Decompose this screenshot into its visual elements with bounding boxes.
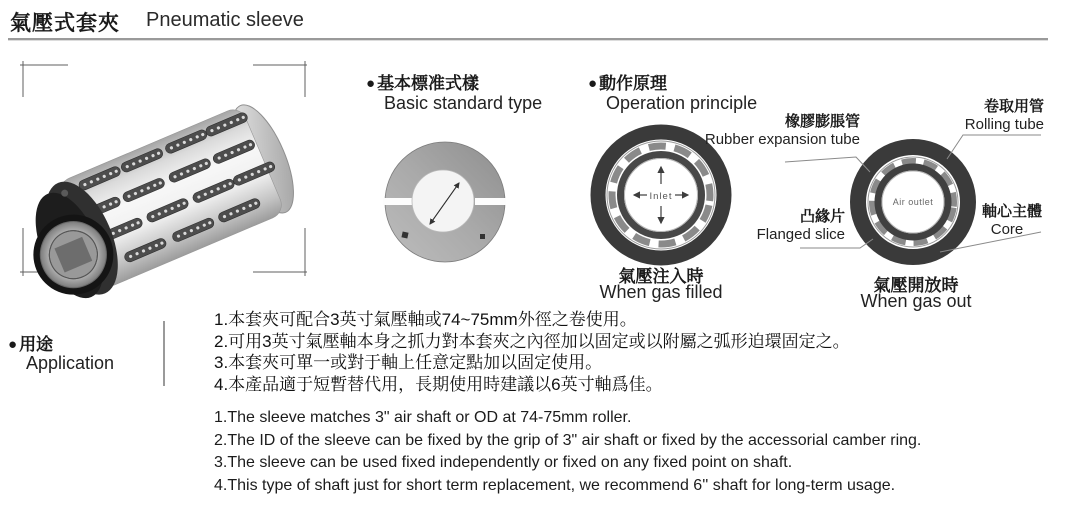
key-mark-right <box>480 234 485 239</box>
pneumatic-sleeve-image <box>8 97 307 304</box>
application-section-title-en: Application <box>26 353 115 373</box>
ring-split-right <box>475 198 506 205</box>
basic-type-diagram <box>380 140 515 270</box>
inlet-label: Inlet <box>649 191 673 202</box>
application-item-en: 2.The ID of the sleeve can be fixed by the grip of 3" air shaft or fixed by the accessorial camber ring. <box>214 431 922 449</box>
gas-filled-diagram <box>598 132 724 258</box>
flanged-label-zh: 凸緣片 <box>799 208 845 225</box>
ring-split-left <box>383 198 415 205</box>
rolling-label-zh: 卷取用管 <box>983 98 1044 115</box>
application-item-zh: 1.本套夾可配合3英寸氣壓軸或74~75mm外徑之卷使用。 <box>214 310 637 329</box>
product-photo <box>6 56 326 304</box>
application-item-en: 1.The sleeve matches 3" air shaft or OD at 74-75mm roller. <box>214 409 632 426</box>
page-title-en: Pneumatic sleeve <box>146 9 304 31</box>
application-item-zh: 2.可用3英寸氣壓軸本身之抓力對本套夾之內徑加以固定或以附屬之弧形迫環固定之。 <box>214 331 850 351</box>
application-list-zh <box>214 309 850 395</box>
rolling-leader-line <box>947 135 1041 159</box>
application-title-zh-text: 用途 <box>19 335 54 354</box>
bullet-icon: ● <box>8 336 18 353</box>
basic-section-title-en: Basic standard type <box>384 93 543 113</box>
operation-title-zh-text: 動作原理 <box>599 74 668 93</box>
core-label-en: Core <box>990 221 1024 238</box>
bore-circle <box>412 170 474 232</box>
gas-out-caption-zh: 氣壓開放時 <box>873 276 959 295</box>
flanged-label-en: Flanged slice <box>756 226 845 243</box>
page-title-zh: 氣壓式套夾 <box>10 12 120 35</box>
application-item-en: 4.This type of shaft just for short term replacement, we recommend 6'' shaft for long-term usage. <box>214 476 896 494</box>
gas-out-caption-en: When gas out <box>860 291 972 311</box>
key-mark-left <box>401 231 408 238</box>
bullet-icon: ● <box>366 75 376 92</box>
basic-title-zh-text: 基本標准式樣 <box>377 74 480 93</box>
air-outlet-label: Air outlet <box>892 197 934 207</box>
rubber-label-en: Rubber expansion tube <box>704 131 860 148</box>
title-rule <box>8 38 1048 41</box>
gas-filled-caption-zh: 氣壓注入時 <box>618 267 704 286</box>
operation-section-title-en: Operation principle <box>606 93 758 113</box>
rolling-label-en: Rolling tube <box>964 116 1044 133</box>
application-item-zh: 4.本產品適于短暫替代用，長期使用時建議以6英寸軸爲佳。 <box>214 374 663 394</box>
bullet-icon: ● <box>588 75 598 92</box>
application-section-title-zh <box>8 330 53 355</box>
application-list-en <box>214 407 921 497</box>
gas-filled-caption-en: When gas filled <box>599 282 723 302</box>
rubber-label-zh: 橡膠膨脹管 <box>784 113 860 130</box>
application-item-zh: 3.本套夾可單一或對于軸上任意定點加以固定使用。 <box>214 353 603 373</box>
application-divider <box>163 321 165 386</box>
basic-section-title-zh <box>366 69 479 94</box>
core-label-zh: 軸心主體 <box>981 203 1042 220</box>
application-item-en: 3.The sleeve can be used fixed independently or fixed on any fixed point on shaft. <box>214 454 793 472</box>
rubber-leader-line <box>785 157 870 172</box>
